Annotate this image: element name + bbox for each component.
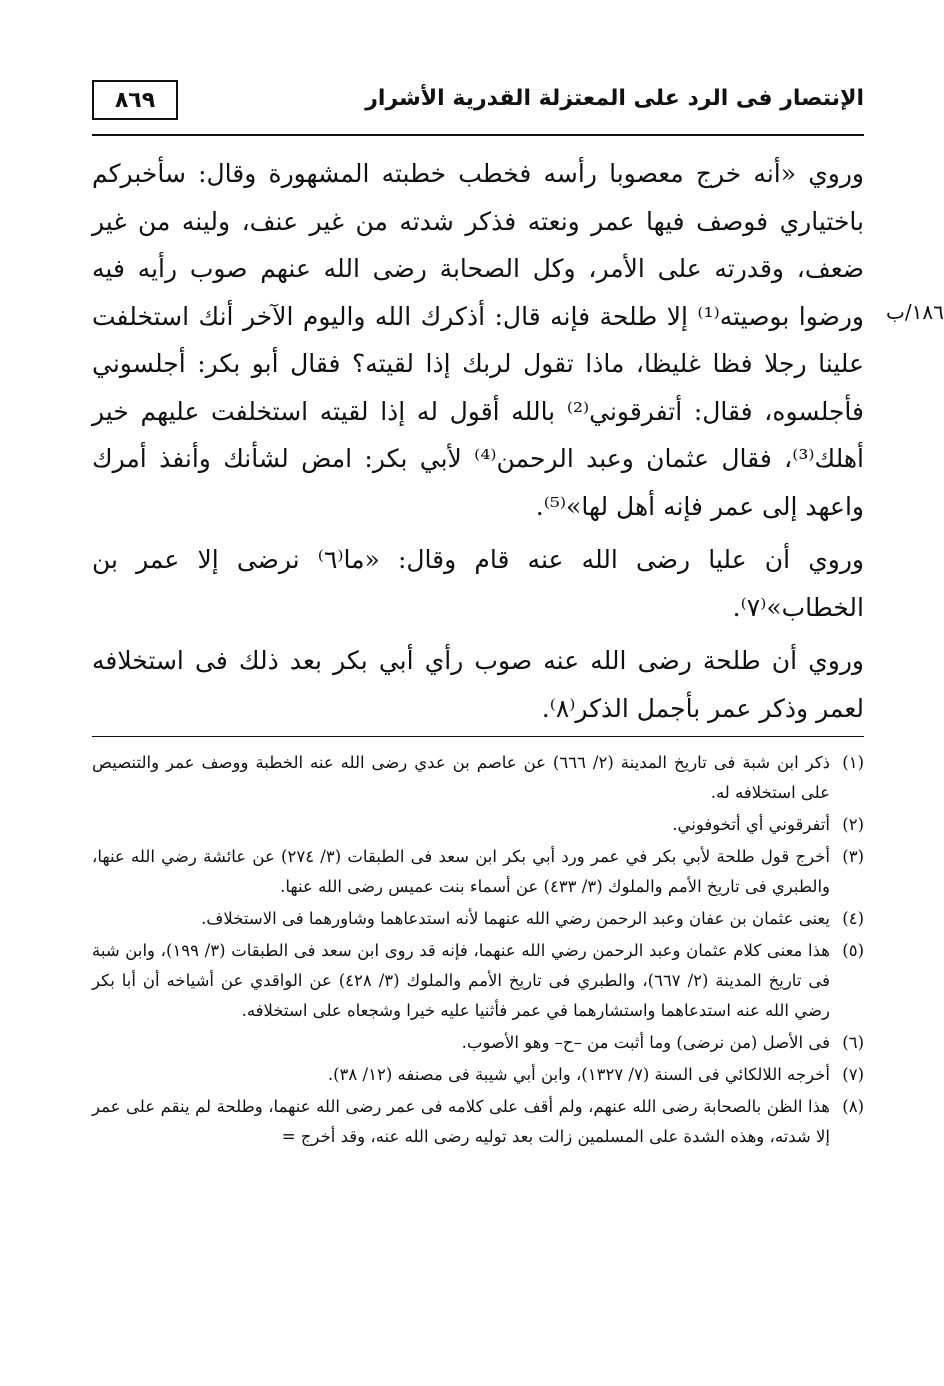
footnote-number: (٥) bbox=[842, 941, 864, 960]
footnote-divider bbox=[92, 736, 864, 737]
footnote bbox=[92, 1060, 864, 1090]
margin-folio-note: ١٨٦/ب bbox=[886, 300, 944, 324]
running-title: الإنتصار فى الرد على المعتزلة القدرية الأشرار bbox=[365, 86, 864, 111]
footnote-number: (١) bbox=[842, 753, 864, 772]
paragraph: وروي «أنه خرج معصوبا رأسه فخطب خطبته المشهورة وقال: سأخبركم باختياري فوصف فيها عمر ونعته فذكر شدته من غير عنف، ولينه من غير ضعف، وقدرته على الأمر، وكل الصحابة رضى الله عنهم صوب رأيه فيه ورضوا بوصيته⁽¹⁾ إلا طلحة فإنه قال: أذكرك الله واليوم الآخر أنك استخلفت علينا رجلا فظا غليظا، ماذا تقول لربك إذا لقيته؟ فقال أبو بكر: أجلسوني فأجلسوه، فقال: أتفرقوني⁽²⁾ بالله أقول له إذا لقيته استخلفت عليهم خير أهلك⁽³⁾، فقال عثمان وعبد الرحمن⁽⁴⁾ لأبي بكر: امض لشأنك وأنفذ أمرك واعهد إلى عمر فإنه أهل لها»⁽⁵⁾. bbox=[92, 159, 865, 521]
footnote bbox=[92, 842, 864, 902]
footnote bbox=[92, 1092, 864, 1152]
footnote-number: (٤) bbox=[842, 909, 864, 928]
page-header bbox=[92, 78, 864, 136]
paragraph: وروي أن عليا رضى الله عنه قام وقال: «ما⁽٦⁾ نرضى إلا عمر بن الخطاب»⁽٧⁾. bbox=[92, 545, 865, 622]
footnote-number: (٢) bbox=[842, 815, 864, 834]
footnote-number: (٣) bbox=[842, 847, 864, 866]
main-text bbox=[92, 150, 864, 732]
footnote bbox=[92, 748, 864, 808]
paragraph: وروي أن طلحة رضى الله عنه صوب رأي أبي بكر بعد ذلك فى استخلافه لعمر وذكر عمر بأجمل الذكر⁽٨⁾. bbox=[92, 646, 864, 723]
footnote-text: أخرجه اللالكائي فى السنة (٧/ ١٣٢٧)، وابن أبي شيبة فى مصنفه (١٢/ ٣٨). bbox=[327, 1065, 830, 1084]
footnote-text: هذا معنى كلام عثمان وعبد الرحمن رضي الله عنهما، فإنه قد روى ابن سعد فى الطبقات (٣/ ١٩٩)، وابن شبة فى تاريخ المدينة (٢/ ٦٦٧)، والطبري فى تاريخ الأمم والملوك (٣/ ٤٢٨) عن الواقدي عن أشياخه أن أبا بكر رضي الله عنه استدعاهما واستشارهما في عمر فأثنيا عليه خيرا وشجعاه على استخلافه. bbox=[92, 941, 830, 1020]
footnote-text: فى الأصل (من نرضى) وما أثبت من –ح– وهو الأصوب. bbox=[461, 1033, 830, 1052]
footnote-text: ذكر ابن شبة فى تاريخ المدينة (٢/ ٦٦٦) عن عاصم بن عدي رضى الله عنه الخطبة ووصف عمر والتنصيص على استخلافه له. bbox=[92, 753, 830, 802]
footnote-text: أخرج قول طلحة لأبي بكر في عمر ورد أبي بكر ابن سعد فى الطبقات (٣/ ٢٧٤) عن عائشة رضي الله عنها، والطبري فى تاريخ الأمم والملوك (٣/ ٤٣٣) عن أسماء بنت عميس رضى الله عنها. bbox=[92, 847, 830, 896]
footnote bbox=[92, 936, 864, 1026]
footnote bbox=[92, 1028, 864, 1058]
footnote-number: (٧) bbox=[842, 1065, 864, 1084]
footnote bbox=[92, 810, 864, 840]
footnote-number: (٦) bbox=[842, 1033, 864, 1052]
page-number: ٨٦٩ bbox=[92, 80, 178, 120]
footnote-text: يعنى عثمان بن عفان وعبد الرحمن رضي الله عنهما لأنه استدعاهما وشاورهما فى الاستخلاف. bbox=[201, 909, 830, 928]
footnote bbox=[92, 904, 864, 934]
footnote-number: (٨) bbox=[842, 1097, 864, 1116]
footnotes bbox=[92, 748, 864, 1152]
footnote-text: أتفرقوني أي أتخوفوني. bbox=[672, 815, 830, 834]
footnote-text: هذا الظن بالصحابة رضى الله عنهم، ولم أقف على كلامه فى عمر رضى الله عنهما، وطلحة لم ينقم على عمر إلا شدته، وهذه الشدة على المسلمين زالت بعد توليه رضى الله عنه، وقد أخرج = bbox=[92, 1097, 830, 1146]
